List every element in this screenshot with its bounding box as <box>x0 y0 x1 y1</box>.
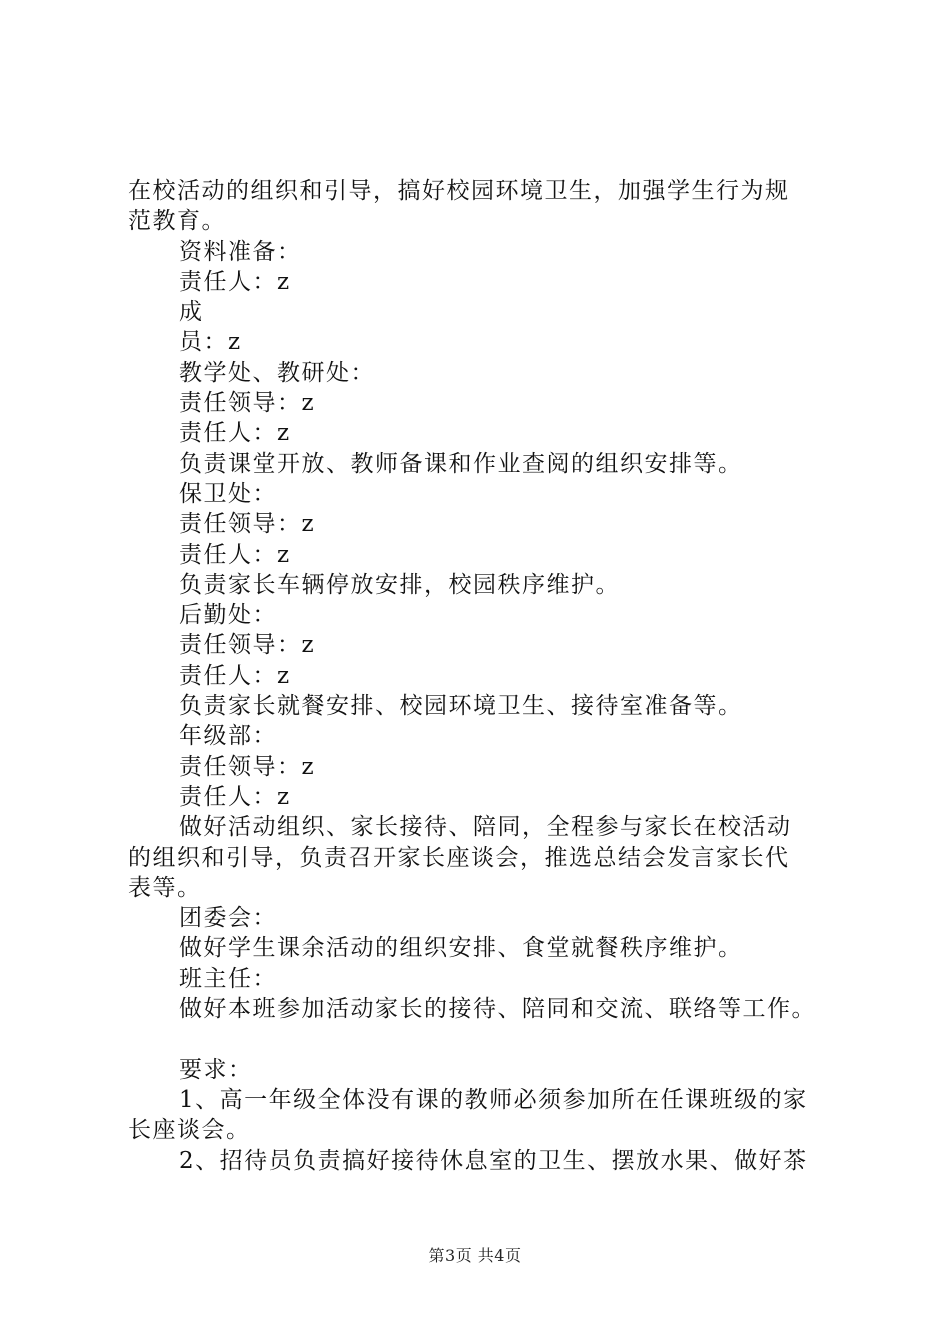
text-line: 责任领导：z <box>179 632 316 659</box>
text-line: 责任人：z <box>179 783 291 810</box>
section-heading: 保卫处： <box>179 480 277 507</box>
section-heading: 后勤处： <box>179 602 277 629</box>
text-line: 责任领导：z <box>179 753 316 780</box>
text-line: 在校活动的组织和引导，搞好校园环境卫生，加强学生行为规 <box>128 178 790 204</box>
text-line: 范教育。 <box>128 208 226 235</box>
section-heading: 团委会： <box>179 905 277 932</box>
text-line: 的组织和引导，负责召开家长座谈会，推选总结会发言家长代 <box>128 844 790 871</box>
text-line: 责任人：z <box>179 268 291 295</box>
text-line: 责任领导：z <box>179 390 316 417</box>
text-line: 负责课堂开放、教师备课和作业查阅的组织安排等。 <box>179 450 743 477</box>
text-line: 负责家长就餐安排、校园环境卫生、接待室准备等。 <box>179 693 743 720</box>
text-line: 成 <box>179 299 204 326</box>
text-line: 责任人：z <box>179 662 291 689</box>
section-heading: 要求： <box>179 1056 253 1083</box>
document-body <box>128 176 840 1176</box>
text-line: 员：z <box>179 329 242 356</box>
section-heading: 年级部： <box>179 723 277 750</box>
text-line: 责任人：z <box>179 420 291 447</box>
section-heading: 教学处、教研处： <box>179 359 375 386</box>
text-line: 负责家长车辆停放安排，校园秩序维护。 <box>179 571 620 598</box>
text-line: 责任人：z <box>179 541 291 568</box>
text-line: 长座谈会。 <box>128 1117 251 1144</box>
text-line: 责任领导：z <box>179 511 316 538</box>
text-line: 做好活动组织、家长接待、陪同，全程参与家长在校活动 <box>179 814 792 841</box>
section-heading: 资料准备： <box>179 238 302 265</box>
text-line: 1、高一年级全体没有课的教师必须参加所在任课班级的家 <box>179 1086 808 1113</box>
blank-line <box>128 1024 840 1054</box>
text-line: 2、招待员负责搞好接待休息室的卫生、摆放水果、做好茶 <box>179 1147 808 1174</box>
section-heading: 班主任： <box>179 965 277 992</box>
text-line: 做好本班参加活动家长的接待、陪同和交流、联络等工作。 <box>179 996 816 1023</box>
page-number-footer: 第3页 共4页 <box>428 1246 522 1265</box>
text-line: 做好学生课余活动的组织安排、食堂就餐秩序维护。 <box>179 935 743 962</box>
text-line: 表等。 <box>128 874 202 901</box>
